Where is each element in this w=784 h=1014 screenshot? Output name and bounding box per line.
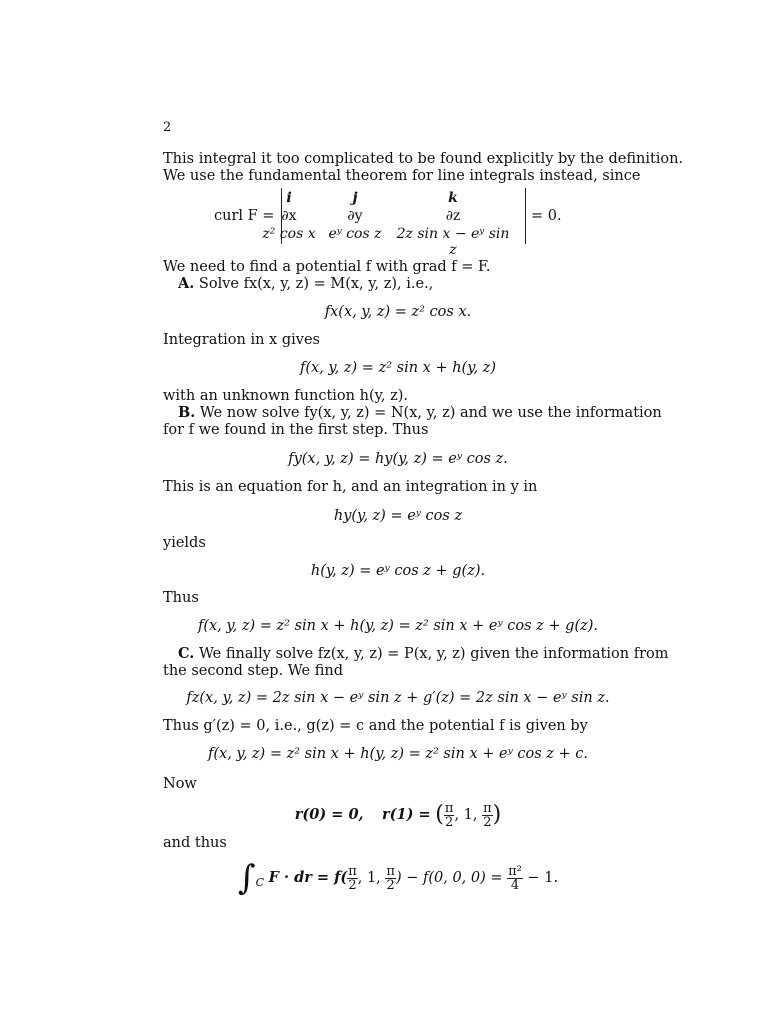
frac-den-b: 2 — [483, 814, 492, 830]
frac-num-c: π — [348, 863, 357, 879]
frac-den-c: 2 — [348, 877, 357, 893]
step-b-line-3: This is an equation for h, and an integration in y in — [163, 479, 538, 495]
r1-lhs: r(1) = — [382, 806, 431, 823]
final-rest: ) − f(0, 0, 0) = — [395, 870, 503, 886]
pi-over-2-fraction-d — [385, 865, 396, 892]
step-b-equation-1: fy(x, y, z) = hy(y, z) = eʸ cos z. — [288, 451, 508, 467]
step-b-text: We now solve fy(x, y, z) = N(x, y, z) and we use the information — [199, 405, 662, 421]
final-tail: − 1. — [527, 870, 559, 886]
r1-mid: , 1, — [454, 807, 483, 823]
curl-rhs: = 0. — [531, 208, 562, 224]
final-mid: , 1, — [357, 870, 386, 886]
potential-equation: f(x, y, z) = z² sin x + h(y, z) = z² sin x + eʸ cos z + c. — [208, 746, 588, 762]
frac-den-d: 2 — [386, 877, 395, 893]
endpoints-equation — [163, 795, 633, 835]
step-c-line-2: the second step. We find — [163, 663, 344, 679]
step-b-label: B. — [178, 404, 196, 421]
r0-text: r(0) = 0, — [294, 806, 364, 823]
integrand: F · dr = f( — [268, 869, 348, 886]
final-integral-equation — [163, 855, 633, 901]
and-thus-line: and thus — [163, 835, 227, 851]
now-line: Now — [163, 776, 197, 792]
pi-over-2-fraction-a — [444, 802, 455, 829]
step-a-line — [178, 275, 648, 293]
curl-determinant — [163, 186, 633, 258]
need-potential-line: We need to find a potential f with grad f = F. — [163, 259, 491, 275]
unknown-function-line: with an unknown function h(y, z). — [163, 388, 408, 404]
curl-lhs: curl F = — [214, 208, 275, 224]
step-a-text: Solve fx(x, y, z) = M(x, y, z), i.e., — [198, 276, 434, 292]
frac-num-a: π — [444, 800, 454, 816]
pi-over-2-fraction-c — [347, 865, 358, 892]
intro-line-2: We use the fundamental theorem for line integrals instead, since — [163, 168, 641, 184]
step-c-line-1 — [178, 645, 669, 663]
step-c-equation-1: fz(x, y, z) = 2z sin x − eʸ sin z + g′(z) = 2z sin x − eʸ sin z. — [186, 690, 610, 706]
yields-line: yields — [163, 535, 206, 551]
intro-line-1: This integral it too complicated to be found explicitly by the definition. — [163, 151, 684, 167]
step-c-line-3: Thus g′(z) = 0, i.e., g(z) = c and the potential f is given by — [163, 718, 588, 734]
step-c-text: We finally solve fz(x, y, z) = P(x, y, z) given the information from — [198, 646, 669, 662]
four: 4 — [510, 877, 520, 893]
curl-i: i — [286, 190, 292, 206]
curl-k: k — [448, 190, 458, 206]
curl-j: j — [352, 190, 358, 206]
open-paren: ( — [435, 802, 444, 827]
frac-num-b: π — [483, 800, 492, 816]
determinant-right-bar — [525, 188, 526, 244]
curl-n: eʸ cos z — [328, 226, 382, 242]
thus-line: Thus — [163, 590, 199, 606]
step-b-equation-2: hy(y, z) = eʸ cos z — [333, 508, 463, 524]
step-b-equation-3: h(y, z) = eʸ cos z + g(z). — [310, 563, 486, 579]
curl-p: 2z sin x − eʸ sin z — [396, 226, 510, 258]
frac-num-d: π — [386, 863, 395, 879]
step-a-label: A. — [178, 275, 195, 292]
curl-m: z² cos x — [262, 226, 316, 242]
frac-den-a: 2 — [445, 814, 454, 830]
curl-dz: ∂z — [445, 208, 461, 224]
integral-sign: ∫ — [237, 858, 256, 898]
integral-subscript: C — [255, 875, 265, 889]
step-b-line-1 — [178, 404, 662, 422]
f-with-h-equation: f(x, y, z) = z² sin x + h(y, z) — [300, 360, 496, 376]
page-number: 2 — [163, 120, 172, 135]
step-a-equation: fx(x, y, z) = z² cos x. — [324, 304, 472, 320]
pi-squared-over-4-fraction — [507, 865, 523, 892]
pi-squared: π² — [508, 863, 522, 879]
step-b-line-2: for f we found in the first step. Thus — [163, 422, 429, 438]
integration-line: Integration in x gives — [163, 332, 320, 348]
pi-over-2-fraction-b — [482, 802, 493, 829]
curl-dy: ∂y — [347, 208, 363, 224]
curl-dx: ∂x — [281, 208, 297, 224]
step-c-label: C. — [178, 645, 195, 662]
close-paren: ) — [492, 802, 502, 827]
step-b-equation-4: f(x, y, z) = z² sin x + h(y, z) = z² sin x + eʸ cos z + g(z). — [197, 618, 599, 634]
